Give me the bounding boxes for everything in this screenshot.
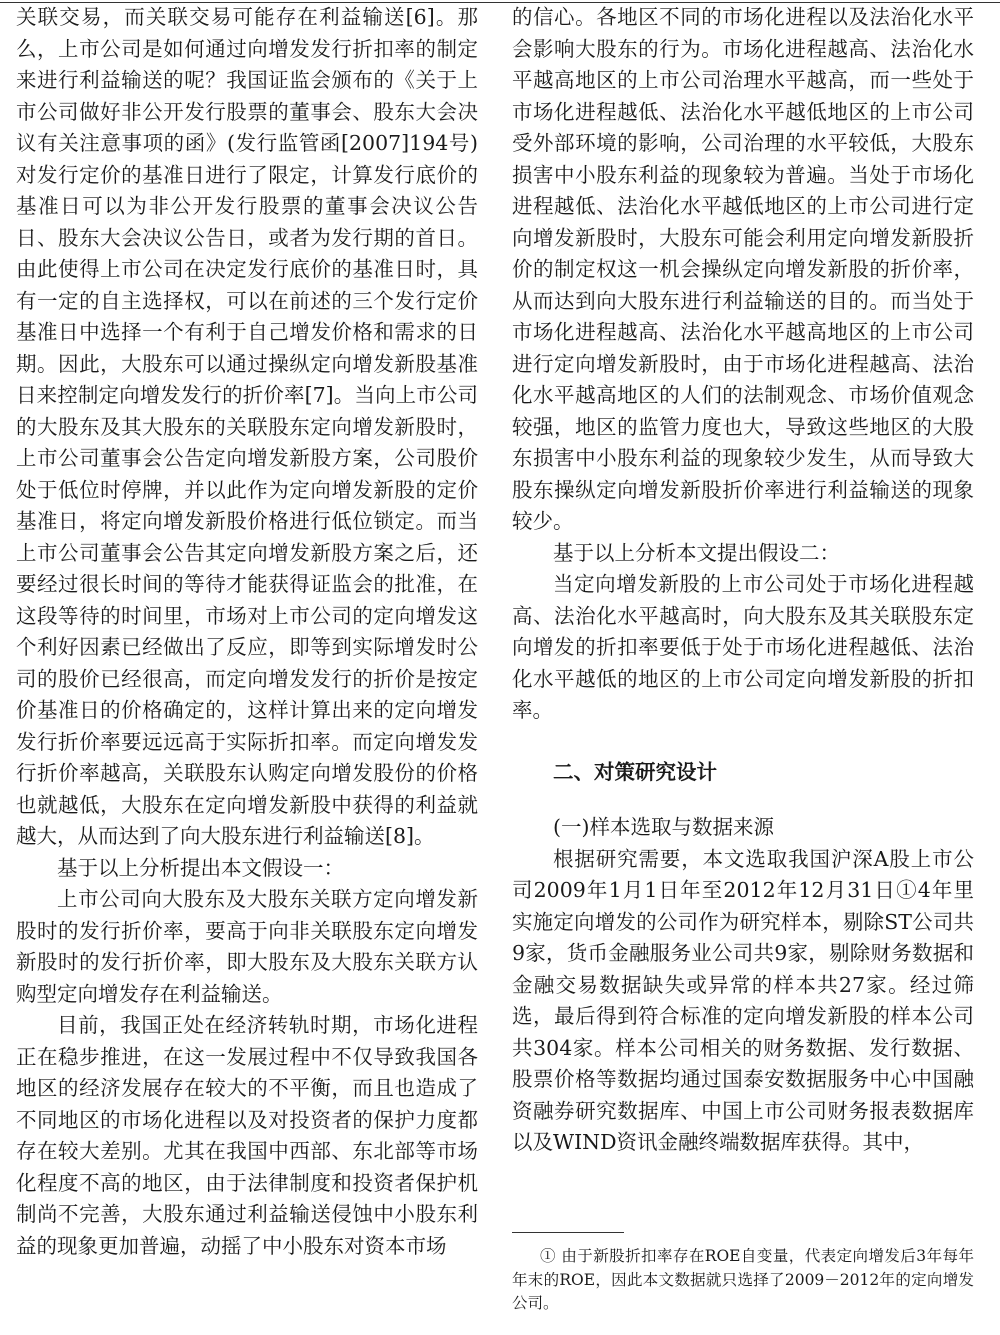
left-column [16, 2, 478, 1262]
body-paragraph: 根据研究需要，本文选取我国沪深A股上市公司2009年1月1日年至2012年12月31日①4年里实施定向增发的公司作为研究样本，剔除ST公司共9家，货币金融服务业公司共9家，剔除财务数据和金融交易数据缺失或异常的样本共27家。经过筛选，最后得到符合标准的定向增发新股的样本公司共304家。样本公司相关的财务数据、发行数据、股票价格等数据均通过国泰安数据服务中心中国融资融券研究数据库、中国上市公司财务报表数据库以及WIND资讯金融终端数据库获得。其中， [512, 846, 974, 1154]
body-paragraph: 关联交易，而关联交易可能存在利益输送[6]。那么，上市公司是如何通过向增发发行折扣率的制定来进行利益输送的呢？我国证监会颁布的《关于上市公司做好非公开发行股票的董事会、股东大会决议有关注意事项的函》(发行监管函[2007]194号)对发行定价的基准日进行了限定，计算发行底价的基准日可以为非公开发行股票的董事会决议公告日、股东大会决议公告日，或者为发行期的首日。由此使得上市公司在决定发行底价的基准日时，具有一定的自主选择权，可以在前述的三个发行定价基准日中选择一个有利于自己增发价格和需求的日期。因此，大股东可以通过操纵定向增发新股基准日来控制定向增发发行的折价率[7]。当向上市公司的大股东及其大股东的关联股东定向增发新股时，上市公司董事会公告定向增发新股方案，公司股价处于低位时停牌，并以此作为定向增发新股的定价基准日，将定向增发新股价格进行低位锁定。而当上市公司董事会公告其定向增发新股方案之后，还要经过很长时间的等待才能获得证监会的批准，在这段等待的时间里，市场对上市公司的定向增发这个利好因素已经做出了反应，即等到实际增发时公司的股价已经很高，而定向增发发行的折价是按定价基准日的价格确定的，这样计算出来的定向增发发行折价率要远远高于实际折扣率。而定向增发发行折价率越高，关联股东认购定向增发股份的价格也就越低，大股东在定向增发新股中获得的利益就越大，从而达到了向大股东进行利益输送[8]。 [16, 5, 478, 848]
right-column [512, 2, 974, 1159]
subsection-heading: (一)样本选取与数据来源 [553, 815, 774, 839]
body-paragraph: 的信心。各地区不同的市场化进程以及法治化水平会影响大股东的行为。市场化进程越高、法治化水平越高地区的上市公司治理水平越高，而一些处于市场化进程越低、法治化水平越低地区的上市公司受外部环境的影响，公司治理的水平较低，大股东损害中小股东利益的现象较为普遍。当处于市场化进程越低、法治化水平越低地区的上市公司进行定向增发新股时，大股东可能会利用定向增发新股折价的制定权这一机会操纵定向增发新股的折价率，从而达到向大股东进行利益输送的目的。而当处于市场化进程越高、法治化水平越高地区的上市公司进行定向增发新股时，由于市场化进程越高、法治化水平越高地区的人们的法制观念、市场价值观念较强，地区的监管力度也大，导致这些地区的大股东损害中小股东利益的现象较少发生，从而导致大股东操纵定向增发新股折价率进行利益输送的现象较少。 [512, 5, 974, 533]
hypothesis-two: 当定向增发新股的上市公司处于市场化进程越高、法治化水平越高时，向大股东及其关联股东定向增发的折扣率要低于处于市场化进程越低、法治化水平越低的地区的上市公司定向增发新股的折扣率。 [512, 572, 974, 722]
section-heading: 二、对策研究设计 [553, 759, 717, 784]
body-paragraph: 目前，我国正处在经济转轨时期，市场化进程正在稳步推进，在这一发展过程中不仅导致我国各地区的经济发展存在较大的不平衡，而且也造成了不同地区的市场化进程以及对投资者的保护力度都存在较大差别。尤其在我国中西部、东北部等市场化程度不高的地区，由于法律制度和投资者保护机制尚不完善，大股东通过利益输送侵蚀中小股东利益的现象更加普遍，动摇了中小股东对资本市场 [16, 1013, 478, 1258]
body-paragraph: 基于以上分析提出本文假设一： [57, 855, 344, 880]
hypothesis-one: 上市公司向大股东及大股东关联方定向增发新股时的发行折价率，要高于向非关联股东定向增发新股时的发行折价率，即大股东及大股东关联方认购型定向增发存在利益输送。 [16, 887, 478, 1006]
body-paragraph: 基于以上分析本文提出假设二： [553, 540, 840, 565]
footnote-rule [512, 1232, 624, 1233]
footnote: ① 由于新股折扣率存在ROE自变量，代表定向增发后3年每年年末的ROE，因此本文数据就只选择了2009－2012年的定向增发公司。 [512, 1247, 974, 1312]
